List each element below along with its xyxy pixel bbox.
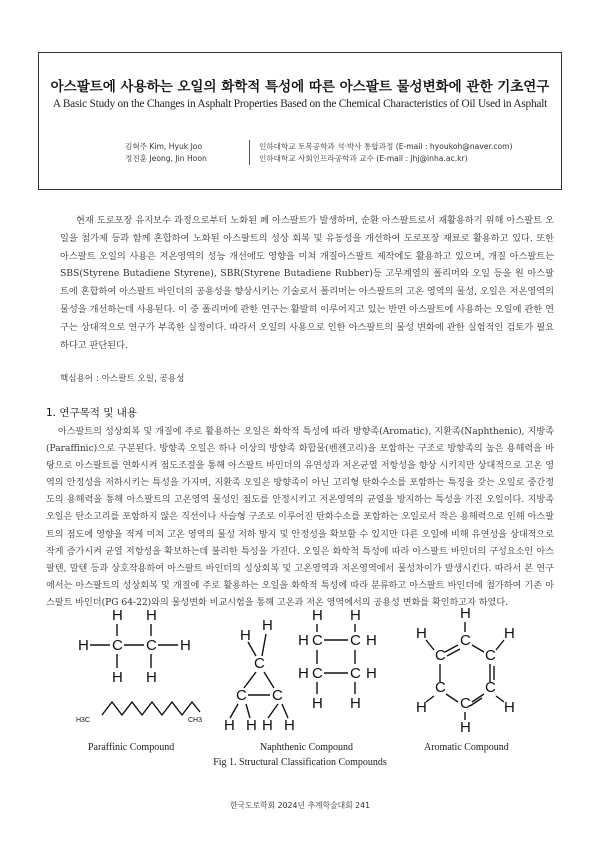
paraffinic-structure — [76, 607, 202, 724]
structure-diagrams — [60, 600, 540, 760]
aromatic-structure — [416, 605, 515, 736]
atom-h: H — [246, 717, 257, 734]
author-name: 김혁주 Kim, Hyuk Joo — [125, 142, 203, 151]
caption-paraffinic: Paraffinic Compound — [88, 742, 175, 753]
atom-c: C — [460, 695, 471, 712]
atom-c: C — [112, 637, 123, 654]
figure-title: Fig 1. Structural Classification Compounds — [213, 757, 387, 768]
paper-title-korean: 아스팔트에 사용하는 오일의 화학적 특성에 따른 아스팔트 물성변화에 관한 기초연구 — [50, 79, 550, 95]
atom-c: C — [146, 637, 157, 654]
atom-h: H — [350, 607, 361, 624]
atom-h: H — [224, 717, 235, 734]
atom-c: C — [236, 687, 247, 704]
author-affiliation: 인하대학교 토목공학과 석·박사 통합과정 (E-mail : hyoukoh@naver.com) — [259, 142, 513, 151]
structure-figure — [60, 600, 540, 765]
atom-h: H — [180, 637, 191, 654]
atom-h: H — [298, 632, 309, 649]
atom-h: H — [460, 605, 471, 622]
atom-c: C — [435, 647, 446, 664]
atom-h: H — [146, 607, 157, 624]
atom-c: C — [485, 679, 496, 696]
atom-h: H — [112, 669, 123, 686]
atom-h: H — [366, 632, 377, 649]
author-name: 정진훈 Jeong, Jin Hoon — [125, 154, 207, 163]
author-row — [39, 153, 561, 165]
atom-h: H — [350, 695, 361, 712]
caption-aromatic: Aromatic Compound — [424, 742, 509, 753]
atom-h: H — [504, 699, 515, 716]
caption-naphthenic: Naphthenic Compound — [260, 742, 354, 753]
atom-c: C — [485, 647, 496, 664]
abstract: 현재 도로포장 유지보수 과정으로부터 노화된 폐 아스팔트가 발생하며, 순환 아스팔트로서 재활용하기 위해 아스팔트 오일을 첨가제 등과 함께 혼합하여 노화된 아스팔트의 성상 회복 및 유동성을 개선하여 도로포장 재료로 활용하고 있다. 또한 아스팔트 오일의 사용은 저온영역의 성능 개선에도 영향을 미쳐 개질아스팔트 제작에도 활용하고 있으며, 개질 아스팔트는 SBS(Styrene Butadiene Styrene), SBR(Styrene Butadiene Rubber)등 고무계열의 폴리머와 오일 등을 원 아스팔트에 혼합하여 아스팔트 바인더의 공용성을 향상시키는 기술로서 폴리머는 아스팔트의 고온 영역의 물성, 오일은 저온영역의 물성을 개선하는데 사용된다. 이 중 폴리머에 관한 연구는 활발히 이루어지고 있는 반면 아스팔트에 사용하는 오일에 관한 연구는 상대적으로 연구가 부족한 실정이다. 따라서 오일의 사용으로 인한 아스팔트의 물성 변화에 관한 실험적인 검토가 필요하다고 판단된다. — [60, 215, 554, 351]
atom-c: C — [460, 632, 471, 649]
paper-title-english: A Basic Study on the Changes in Asphalt Properties Based on the Chemical Characteristics of Oil Used in Asphalt — [52, 98, 548, 110]
section-heading: 1. 연구목적 및 내용 — [46, 407, 138, 419]
body-text: 아스팔트의 성상회복 및 개질에 주로 활용하는 오일은 화학적 특성에 따라 방향족(Aromatic), 지환족(Naphthenic), 지방족(Paraffinic)으로 구분된다. 방향족 오일은 하나 이상의 방향족 화합물(벤젠고리)을 포함하는 구조로 방향족의 높은 용해력을 바탕으로 아스팔트를 연화시켜 점도조절을 통해 아스팔트 바인더의 유연성과 저온균열 저항성을 향상 시키지만 상대적으로 고온 영역의 안정성을 저하시키는 특성을 가지며, 지환족 오일은 방향족이 아닌 고리형 탄화수소를 포함하는 특징을 갖는 오일로 중간정도의 용해력을 통해 아스팔트의 고온영역 물성인 점도를 안정시키고 저온영역의 균열을 방지하는 특성을 가진 오일이다. 지방족 오일은 탄소고리를 포함하지 않은 직선이나 사슬형 구조로 이루어진 탄화수소를 포함하는 오일로서 작은 용해력으로 인해 아스팔트의 점도에 영향을 적게 미쳐 고온 영역의 물성 저하 방지 및 안정성을 확보할 수 있지만 다른 오일에 비해 유연성을 상대적으로 작게 증가시켜 균열 저항성을 확보하는데 불리한 특성을 가진다. 오일은 화학적 특성에 따라 아스팔트 바인더의 구성요소인 아스팔텐, 말텐 등과 상호작용하여 아스팔트 바인더의 성상회복 및 고온영역과 저온영역에서 물성차이가 발생시킨다. 따라서 본 연구에서는 아스팔트의 성상회복 및 개질에 주로 활용하는 오일을 화학적 특성에 따라 분류하고 아스팔트 바인더에 첨가하여 기존 아스팔트 바인더(PG 64-22)와의 물성변화 비교시험을 통해 고온과 저온 영역에서의 공용성 변화를 확인하고자 하였다. — [46, 427, 554, 608]
atom-h: H — [366, 665, 377, 682]
chain-end-right: CH3 — [188, 717, 203, 724]
naphthenic-structure — [224, 607, 377, 734]
chain-bonds — [102, 702, 200, 715]
author-affiliation: 인하대학교 사회인프라공학과 교수 (E-mail : jhj@inha.ac.kr) — [259, 154, 468, 163]
atom-c: C — [312, 665, 323, 682]
atom-h: H — [298, 665, 309, 682]
atom-h: H — [112, 607, 123, 624]
atom-h: H — [284, 717, 295, 734]
title-box — [38, 52, 562, 190]
atom-h: H — [416, 625, 427, 642]
atom-h: H — [312, 695, 323, 712]
page-footer: 한국도로학회 2024년 추계학술대회 241 — [229, 801, 371, 810]
atom-c: C — [350, 632, 361, 649]
atom-h: H — [240, 627, 251, 644]
atom-h: H — [460, 719, 471, 736]
atom-h: H — [262, 617, 273, 634]
atom-c: C — [350, 665, 361, 682]
atom-c: C — [435, 679, 446, 696]
atom-h: H — [416, 699, 427, 716]
atom-h: H — [146, 669, 157, 686]
atom-c: C — [254, 655, 265, 672]
atom-h: H — [504, 625, 515, 642]
atom-h: H — [312, 607, 323, 624]
atom-h: H — [262, 717, 273, 734]
atom-c: C — [272, 687, 283, 704]
atom-h: H — [78, 637, 89, 654]
atom-c: C — [312, 632, 323, 649]
author-row — [39, 141, 561, 153]
keywords: 핵심용어 : 아스팔트 오일, 공용성 — [60, 374, 185, 384]
chain-end-left: H3C — [76, 717, 91, 724]
